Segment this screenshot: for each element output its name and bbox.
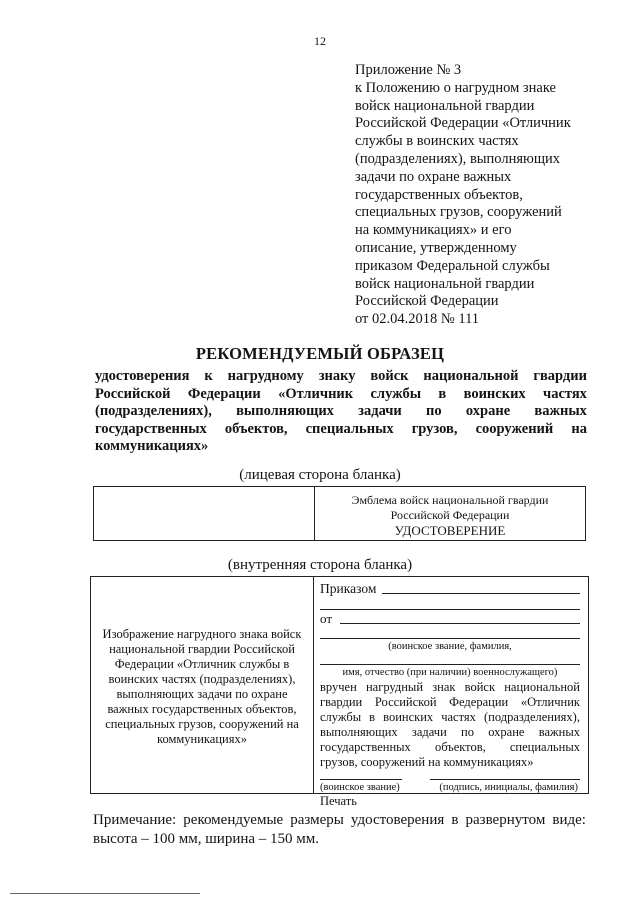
badge-text-line: Федерации «Отличник службы в	[114, 657, 290, 671]
word: войск	[464, 680, 496, 694]
note-line: высота – 100 мм, ширина – 150 мм.	[93, 831, 320, 847]
subtitle-line	[95, 403, 587, 421]
awarded-line	[320, 740, 580, 755]
note-line	[93, 811, 586, 830]
awarded-text	[320, 680, 580, 769]
word: задачи	[358, 403, 402, 420]
word: специальных	[509, 739, 580, 754]
word: «Отличник	[278, 385, 354, 402]
from-row	[320, 610, 580, 627]
appendix-line: специальных грузов, сооружений	[355, 204, 562, 221]
word: в	[438, 385, 447, 402]
appendix-line: государственных объектов,	[355, 186, 523, 203]
word: рекомендуемые	[183, 812, 284, 828]
word: гвардии	[320, 694, 363, 709]
word: знак	[432, 680, 456, 694]
front-right-cell	[315, 493, 585, 538]
word: важных	[538, 724, 580, 739]
patronymic-line	[320, 652, 580, 665]
document-subtitle	[95, 368, 587, 456]
front-side-caption: (лицевая сторона бланка)	[239, 467, 401, 483]
word: в	[451, 812, 459, 828]
signature-lines	[320, 779, 580, 780]
word: национальной	[423, 368, 519, 384]
word: виде:	[552, 812, 586, 828]
rank-line	[320, 779, 402, 780]
awarded-line	[320, 695, 580, 710]
scan-artifact	[10, 893, 200, 894]
rank-name-hint: (воинское звание, фамилия,	[388, 641, 512, 652]
word: нагрудному	[227, 368, 304, 384]
word: удостоверения	[95, 368, 190, 384]
order-label: Приказом	[320, 581, 377, 596]
appendix-line: от 02.04.2018 № 111	[355, 311, 480, 328]
word: воинских	[463, 385, 526, 402]
word: выполняющих	[236, 403, 334, 420]
inner-column-divider	[313, 577, 314, 793]
word: войск	[370, 368, 409, 384]
word: Примечание:	[93, 812, 177, 828]
word: службы	[370, 385, 422, 402]
subtitle-line	[95, 421, 587, 439]
appendix-line: на коммуникациях» и его	[355, 222, 512, 239]
stamp-label: Печать	[320, 794, 357, 809]
word: государственных	[95, 420, 207, 437]
subtitle-line	[95, 386, 587, 404]
badge-text-line: национальной гвардии Российской	[109, 642, 295, 656]
word: к	[204, 368, 213, 384]
appendix-line: (подразделениях), выполняющих	[355, 150, 561, 167]
word: службы	[320, 709, 362, 724]
word: размеры	[290, 812, 344, 828]
word: воинских	[383, 709, 434, 724]
badge-text-line: важных государственных объектов,	[107, 702, 297, 716]
word: гвардии	[533, 368, 587, 384]
word: охране	[488, 724, 525, 739]
size-note	[93, 811, 586, 849]
word: специальных	[305, 420, 394, 437]
word: выполняющих	[320, 724, 398, 739]
word: государственных	[320, 739, 411, 754]
badge-text-line: воинских частях (подразделениях),	[108, 672, 296, 686]
order-date-line	[340, 623, 580, 624]
emblem-line: Российской Федерации	[390, 508, 510, 522]
signature-line	[430, 779, 580, 780]
appendix-line: приказом Федеральной службы	[355, 257, 550, 274]
word: развернутом	[465, 812, 546, 828]
word: объектов,	[434, 739, 486, 754]
word: сооружений	[475, 420, 554, 437]
word: на	[571, 420, 587, 437]
appendix-line: войск национальной гвардии	[355, 97, 535, 114]
word: вручен	[320, 680, 357, 694]
from-label: от	[320, 611, 333, 626]
certificate-name: УДОСТОВЕРЕНИЕ	[394, 523, 506, 538]
appendix-line: Приложение № 3	[355, 62, 462, 78]
word: «Отличник	[520, 694, 580, 709]
rank-name-line	[320, 627, 580, 639]
badge-text-line: Изображение нагрудного знака войск	[102, 627, 302, 641]
rank-hint: (воинское звание)	[320, 782, 400, 794]
appendix-line: описание, утвержденному	[355, 239, 517, 256]
appendix-line: службы в воинских частях	[355, 133, 519, 150]
patronymic-hint: имя, отчество (при наличии) военнослужащего)	[342, 667, 558, 678]
word: (подразделениях),	[95, 403, 212, 420]
appendix-line: задачи по охране важных	[355, 168, 512, 185]
order-number-line	[382, 593, 580, 594]
subtitle-line: коммуникациях»	[95, 438, 209, 455]
word: частях	[543, 385, 587, 402]
order-details-cell	[320, 577, 580, 809]
awarded-line: грузов, сооружений на коммуникациях»	[320, 754, 534, 769]
word: по	[461, 724, 474, 739]
signature-hints	[320, 782, 580, 793]
document-title: РЕКОМЕНДУЕМЫЙ ОБРАЗЕЦ	[195, 344, 445, 363]
word: объектов,	[224, 420, 288, 437]
word: Российской	[95, 385, 171, 402]
word: национальной	[504, 680, 580, 694]
badge-text-line: выполняющих задачи по охране	[116, 687, 288, 701]
word: (подразделениях),	[483, 709, 580, 724]
word: удостоверения	[350, 812, 445, 828]
awarded-line	[320, 710, 580, 725]
word: охране	[465, 403, 511, 420]
awarded-line	[320, 725, 580, 740]
emblem-line: Эмблема войск национальной гвардии	[351, 493, 549, 507]
word: Российской	[374, 694, 437, 709]
word: по	[426, 403, 442, 420]
front-side-form	[93, 486, 586, 541]
word: в	[369, 709, 376, 724]
order-row	[320, 580, 580, 597]
badge-image-placeholder	[95, 627, 309, 747]
word: знаку	[318, 368, 356, 384]
page-number: 12	[314, 34, 326, 48]
badge-text-line: коммуникациях»	[157, 732, 247, 746]
inner-side-caption: (внутренняя сторона бланка)	[227, 557, 413, 573]
blank-line	[320, 597, 580, 610]
appendix-header	[355, 62, 615, 329]
word: важных	[534, 403, 587, 420]
word: Федерации	[187, 385, 261, 402]
subtitle-line	[95, 368, 587, 386]
appendix-line: войск национальной гвардии	[355, 275, 535, 292]
word: Федерации	[449, 694, 509, 709]
word: задачи	[411, 724, 447, 739]
word: грузов,	[411, 420, 458, 437]
badge-text-line: специальных грузов, сооружений на	[105, 717, 299, 731]
awarded-line	[320, 680, 580, 695]
appendix-line: Российской Федерации «Отличник	[355, 115, 571, 132]
word: нагрудный	[365, 680, 424, 694]
appendix-line: Российской Федерации	[355, 293, 499, 310]
signature-hint: (подпись, инициалы, фамилия)	[439, 782, 578, 794]
inner-side-form	[90, 576, 589, 809]
appendix-line: к Положению о нагрудном знаке	[355, 79, 556, 96]
word: частях	[441, 709, 476, 724]
